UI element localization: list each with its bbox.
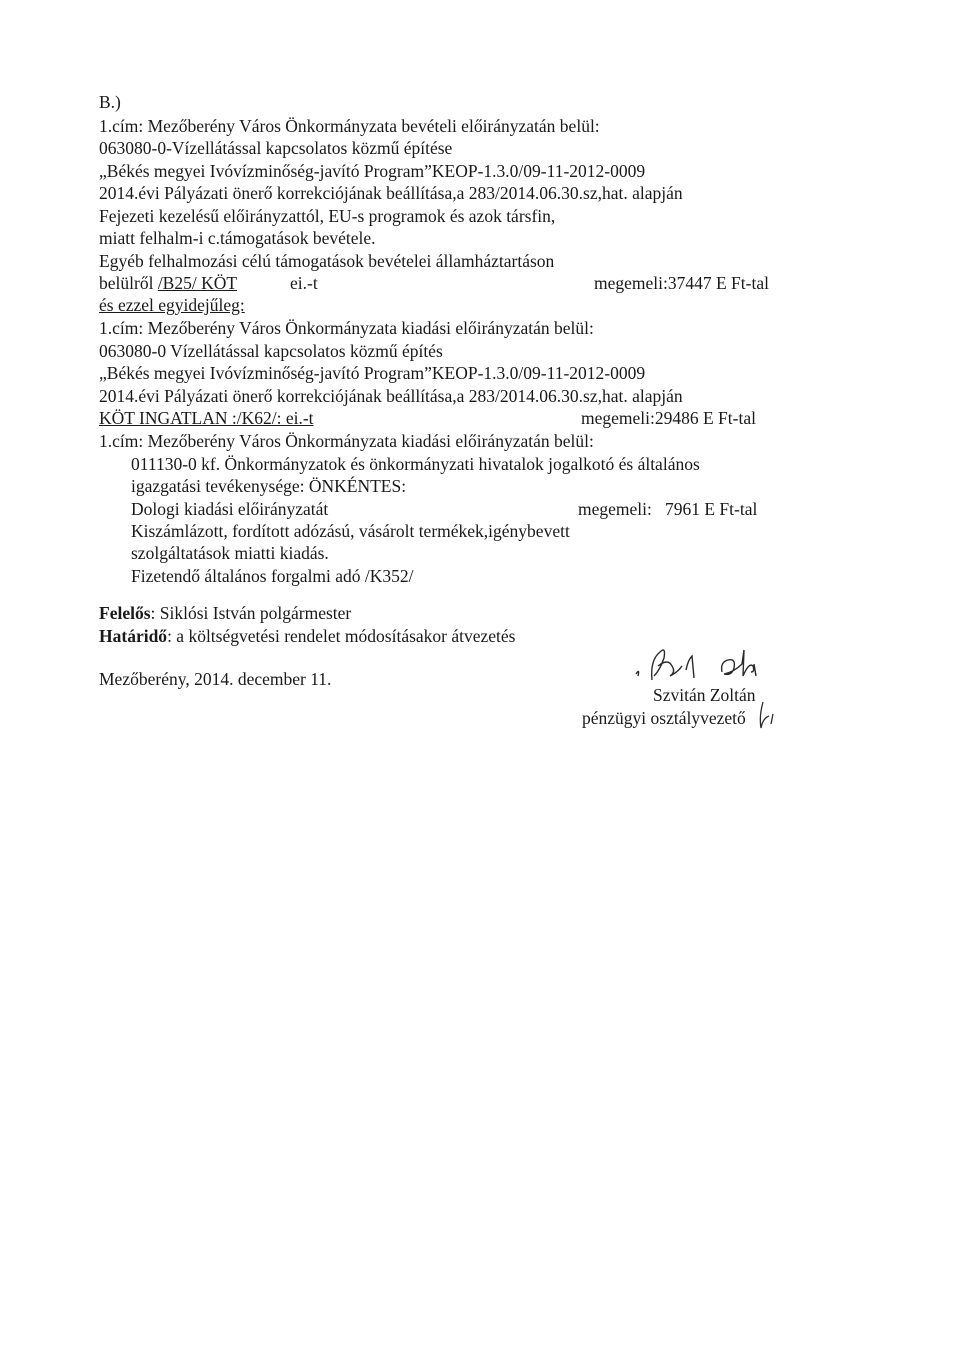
place-date: Mezőberény, 2014. december 11.	[99, 669, 332, 689]
block2-line3: „Békés megyei Ivóvízminőség-javító Program”KEOP-1.3.0/09-11-2012-0009	[99, 363, 646, 383]
block2-line5	[99, 408, 314, 428]
block3-line1: 1.cím: Mezőberény Város Önkormányzata kiadási előirányzatán belül:	[99, 431, 594, 451]
handwritten-initials	[757, 698, 779, 732]
block2-line1: 1.cím: Mezőberény Város Önkormányzata kiadási előirányzatán belül:	[99, 318, 594, 338]
block1-line6: miatt felhalm-i c.támogatások bevétele.	[99, 228, 376, 248]
block1-line8	[99, 273, 237, 293]
block1-line9: és ezzel egyidejűleg:	[99, 295, 245, 315]
responsible-line	[99, 603, 351, 623]
block1-line8-left: belülről	[99, 273, 158, 293]
signer-name: Szvitán Zoltán	[653, 685, 756, 705]
block3-line4-amount: megemeli: 7961 E Ft-tal	[578, 499, 758, 519]
deadline-label: Határidő	[99, 626, 168, 646]
block3-line4-left: Dologi kiadási előirányzatát	[131, 499, 329, 519]
handwritten-signature	[630, 644, 780, 690]
block1-line8-code: /B25/ KÖT	[157, 273, 238, 293]
signer-title: pénzügyi osztályvezető	[582, 708, 746, 728]
block1-line8-ei: ei.-t	[290, 273, 318, 293]
block3-line2: 011130-0 kf. Önkormányzatok és önkormányzati hivatalok jogalkotó és általános	[131, 454, 700, 474]
block1-line1: 1.cím: Mezőberény Város Önkormányzata bevételi előirányzatán belül:	[99, 116, 600, 136]
block3-line5: Kiszámlázott, fordított adózású, vásárolt termékek,igénybevett	[131, 521, 570, 541]
block1-line4: 2014.évi Pályázati önerő korrekciójának beállítása,a 283/2014.06.30.sz,hat. alapján	[99, 183, 683, 203]
block2-line5-amount: megemeli:29486 E Ft-tal	[581, 408, 756, 428]
block2-line2: 063080-0 Vízellátással kapcsolatos közmű építés	[99, 341, 443, 361]
block2-line4: 2014.évi Pályázati önerő korrekciójának beállítása,a 283/2014.06.30.sz,hat. alapján	[99, 386, 683, 406]
block1-line7: Egyéb felhalmozási célú támogatások bevételei államháztartáson	[99, 251, 555, 271]
block1-line5: Fejezeti kezelésű előirányzattól, EU-s programok és azok társfin,	[99, 206, 556, 226]
deadline-line	[99, 626, 515, 646]
block1-line3: „Békés megyei Ivóvízminőség-javító Program”KEOP-1.3.0/09-11-2012-0009	[99, 161, 646, 181]
deadline-value: : a költségvetési rendelet módosításakor átvezetés	[167, 626, 516, 646]
responsible-value: : Siklósi István polgármester	[150, 603, 352, 623]
block3-line6: szolgáltatások miatti kiadás.	[131, 543, 329, 563]
block1-line2: 063080-0-Vízellátással kapcsolatos közmű építése	[99, 138, 453, 158]
block1-line8-amount: megemeli:37447 E Ft-tal	[594, 273, 769, 293]
heading: B.)	[99, 92, 121, 112]
block3-line3: igazgatási tevékenysége: ÖNKÉNTES:	[131, 476, 407, 496]
block2-line5-ei: ei.-t	[285, 408, 314, 428]
responsible-label: Felelős	[99, 603, 151, 623]
block2-line5-code: KÖT INGATLAN :/K62/:	[99, 408, 286, 428]
block3-line7: Fizetendő általános forgalmi adó /K352/	[131, 566, 414, 586]
